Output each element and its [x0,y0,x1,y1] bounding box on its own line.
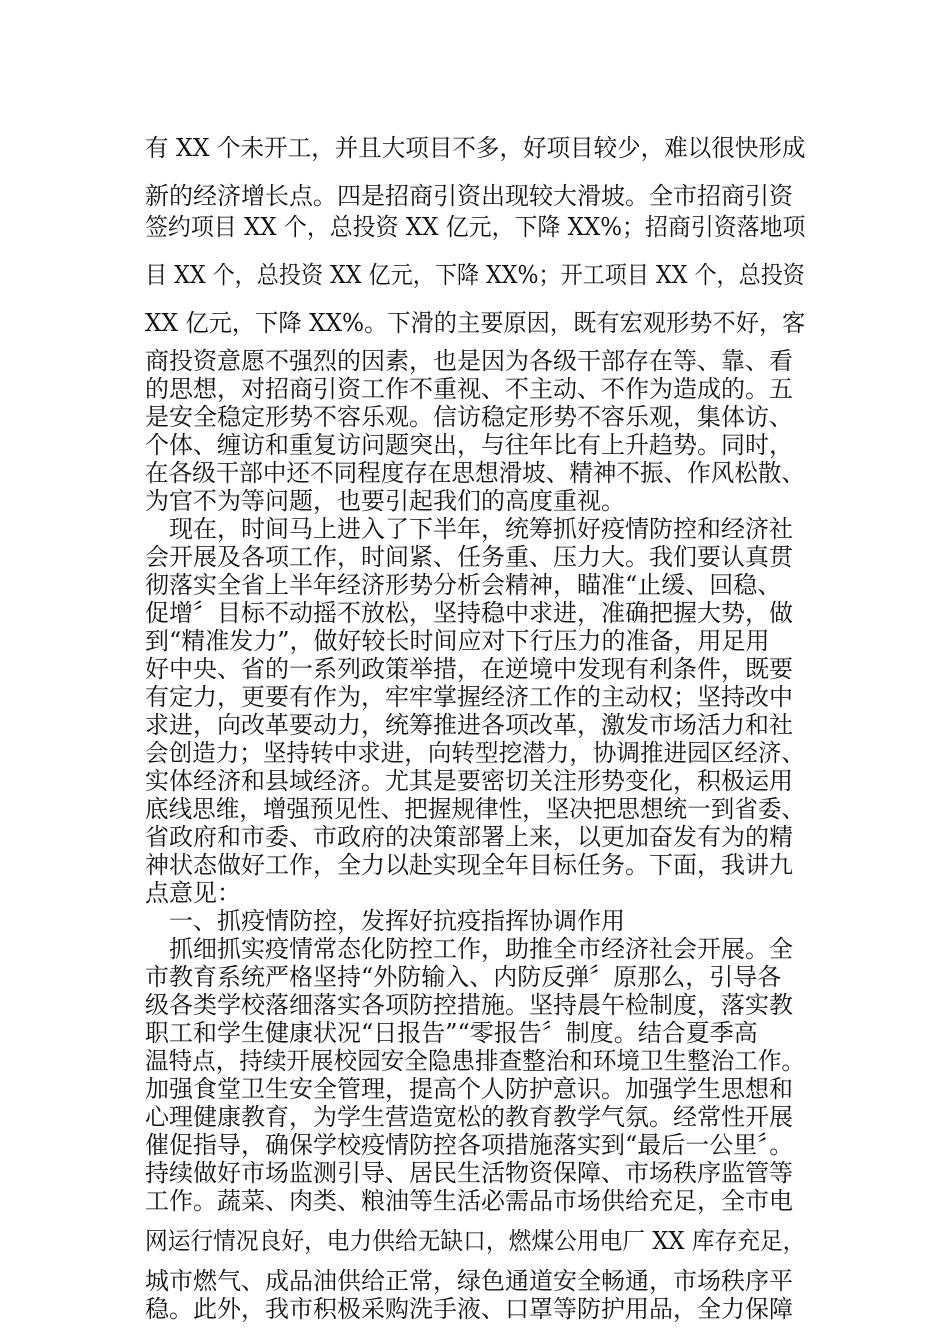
text-line: 级各类学校落细落实各项防控措施。坚持晨午检制度，落实教 [145,991,793,1019]
text-line: 会开展及各项工作，时间紧、任务重、压力大。我们要认真贯 [145,543,793,571]
text-line: 实体经济和县域经济。尤其是要密切关注形势变化，积极运用 [145,767,793,795]
text-line: 省政府和市委、市政府的决策部署上来，以更加奋发有为的精 [145,823,793,851]
text-line: 促增〞目标不动摇不放松，坚持稳中求进，准确把握大势，做 [145,599,793,627]
text-line: 底线思维，增强预见性、把握规律性，坚决把思想统一到省委、 [145,795,805,823]
text-line: 求进，向改革要动力，统筹推进各项改革，激发市场活力和社 [145,711,793,739]
text-line: 温特点，持续开展校园安全隐患排查整治和环境卫生整治工作。 [145,1047,805,1075]
text-line: 网运行情况良好，电力供给无缺口，燃煤公用电厂 XX 库存充足， [145,1227,806,1255]
text-line: 是安全稳定形势不容乐观。信访稳定形势不容乐观，集体访、 [145,403,793,431]
text-line: 在各级干部中还不同程度存在思想滑坡、精神不振、作风松散、 [145,459,805,487]
text-line: 工作。蔬菜、肉类、粮油等生活必需品市场供给充足，全市电 [145,1187,793,1215]
text-line: 商投资意愿不强烈的因素，也是因为各级干部存在等、靠、看 [145,347,793,375]
text-line: 好中央、省的一系列政策举措，在逆境中发现有利条件，既要 [145,655,793,683]
text-line: 新的经济增长点。四是招商引资出现较大滑坡。全市招商引资 [145,182,793,210]
text-line: 抓细抓实疫情常态化防控工作，助推全市经济社会开展。全 [145,935,793,963]
text-line: 稳。此外，我市积极采购洗手液、口罩等防护用品，全力保障 [145,1295,793,1323]
text-line: 个体、缠访和重复访问题突出，与往年比有上升趋势。同时， [145,431,793,459]
text-line: 市教育系统严格坚持“外防输入、内防反弹〞原那么，引导各 [145,963,782,991]
text-line: 加强食堂卫生安全管理，提高个人防护意识。加强学生思想和 [145,1075,793,1103]
text-line: 有定力，更要有作为，牢牢掌握经济工作的主动权；坚持改中 [145,683,793,711]
text-line: XX 亿元，下降 XX%。下滑的主要原因，既有宏观形势不好，客 [145,309,806,337]
text-line: 神状态做好工作，全力以赴实现全年目标任务。下面，我讲九 [145,851,793,879]
section-heading: 一、抓疫情防控，发挥好抗疫指挥协调作用 [145,907,625,935]
text-line: 会创造力；坚持转中求进，向转型挖潜力，协调推进园区经济、 [145,739,805,767]
text-line: 点意见： [145,879,241,907]
text-line: 有 XX 个未开工，并且大项目不多，好项目较少，难以很快形成 [145,134,806,162]
text-line: 心理健康教育，为学生营造宽松的教育教学气氛。经常性开展 [145,1103,793,1131]
text-line: 到“精准发力”，做好较长时间应对下行压力的准备，用足用 [145,627,770,655]
text-line: 催促指导，确保学校疫情防控各项措施落实到“最后一公里〞。 [145,1131,794,1159]
text-line: 持续做好市场监测引导、居民生活物资保障、市场秩序监管等 [145,1159,793,1187]
text-line: 彻落实全省上半年经济形势分析会精神，瞄准“止缓、回稳、 [145,571,782,599]
text-line: 职工和学生健康状况“日报告”“零报告〞制度。结合夏季高 [145,1019,758,1047]
text-line: 现在，时间马上进入了下半年，统筹抓好疫情防控和经济社 [145,515,793,543]
text-line: 目 XX 个，总投资 XX 亿元，下降 XX%；开工项目 XX 个，总投资 [145,261,805,289]
text-line: 为官不为等问题，也要引起我们的高度重视。 [145,487,625,515]
text-line: 签约项目 XX 个，总投资 XX 亿元，下降 XX%；招商引资落地项 [145,213,806,241]
text-line: 的思想，对招商引资工作不重视、不主动、不作为造成的。五 [145,375,793,403]
text-line: 城市燃气、成品油供给正常，绿色通道安全畅通，市场秩序平 [145,1267,793,1295]
